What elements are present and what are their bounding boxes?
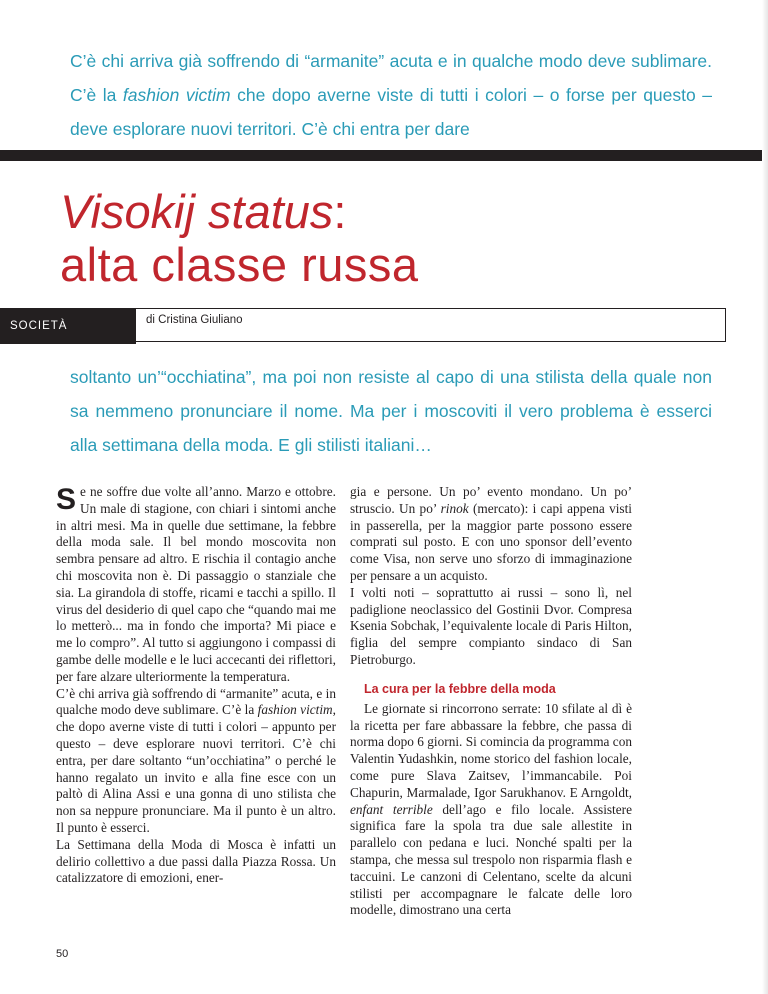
paragraph-text: e ne soffre due volte all’anno. Marzo e ottobre. Un male di stagione, con chiari i sintomi anche in altri mesi. Ma in quelle due settimane, la febbre della moda sale. Il bel mondo moscovita non sembra pensare ad altro. E rischia il contagio anche chi moscovita non è. Di passaggio o stanziale che sia. La girandola di stoffe, ricami e tacchi a spillo. Il virus del desiderio di quel capo che “quando mai me lo metterò... ma in fondo che importa? Mi piace e me lo compro”. Al tutto si aggiungono i compassi di gambe delle modelle e le luci accecanti dei riflettori, per fare alzare ulteriormente la temperatura.: [56, 484, 336, 684]
paragraph: [56, 686, 336, 837]
title-colon: :: [333, 185, 347, 238]
paragraph: I volti noti – soprattutto ai russi – sono lì, nel padiglione neoclassico del Gostinii Dvor. Compresa Ksenia Sobchak, l’equivalente locale di Paris Hilton, figlia del sempre compianto sindaco di San Pietroburgo.: [350, 584, 632, 667]
paragraph-text: C’è chi arriva già soffrendo di “armanite” acuta, e in qualche modo deve sublimare. C’è la: [56, 685, 336, 718]
header-rule: [0, 150, 768, 161]
paragraph-text: Le giornate si rincorrono serrate: 10 sfilate al dì è la ricetta per fare abbassare la febbre, che passa di norma dopo 6 giorni. Si comincia da programma con Valentin Yudashkin, nome storico del fashion locale, come pure Slava Zaitsev, l’immancabile. Poi Chapurin, Marmalade, Igor Sarukhanov. E Arngoldt,: [350, 700, 632, 800]
body-column-1: [56, 484, 336, 887]
section-label: SOCIETÀ: [0, 308, 136, 344]
italic-term: rinok: [440, 500, 469, 516]
subheading: La cura per la febbre della moda: [364, 681, 556, 696]
paragraph-text: dell’ago e filo locale. Assistere significa fare la spola tra due sale allestite in parallelo con pedana e luci. Nonché spalti per la stampa, che messa sul trespolo non risparmia flash e taccuini. Le canzoni di Celentano, scelte da alcuni stilisti per accompagnare le falcate delle loro modelle, dimostrano una certa: [350, 801, 632, 918]
paragraph-text: (mercato): i capi appena visti in passerella, per la maggior parte possono essere comprati sul posto. E con uno sponsor dell’evento come Visa, non serve uno sforzo di immaginazione per pensare a un acquisto.: [350, 500, 632, 583]
pullquote-bottom-text: soltanto un’“occhiatina”, ma poi non resiste al capo di una stilista della quale non sa nemmeno pronunciare il nome. Ma per i moscoviti il vero problema è esserci alla settimana della moda. E gli stilisti italiani…: [70, 367, 712, 455]
title-line1: Visokij status: [60, 185, 334, 238]
body-column-2: [350, 484, 632, 919]
paragraph: La Settimana della Moda di Mosca è infatti un delirio collettivo a due passi dalla Piazza Rossa. Un catalizzatore di emozioni, ener-: [56, 836, 336, 886]
paragraph: [350, 701, 632, 919]
page-number: 50: [56, 948, 69, 960]
italic-term: fashion victim: [257, 702, 333, 718]
paragraph: [350, 484, 632, 585]
title-line2: alta classe russa: [60, 238, 419, 291]
paragraph-text: , che dopo averne viste di tutti i colori – appunto per questo – deve esplorare nuovi territori. C’è chi entra, per dare soltanto “un’occhiatina” o perché le hanno regalato un invito e alla fine esce con un paltò di Alina Assi e una gonna di uno stilista che non sa neppure pronunciare. Ma il punto è un altro. Il punto è esserci.: [56, 702, 336, 835]
page-edge-shadow: [762, 0, 768, 994]
paragraph: [56, 484, 336, 686]
pullquote-top: [70, 44, 712, 146]
pullquote-bottom: [70, 360, 712, 462]
article-title: [60, 186, 720, 292]
pullquote-top-italic: fashion victim: [122, 85, 231, 105]
pullquote-top-text-end: che dopo averne viste di tutti i colori – o forse per questo – deve esplorare nuovi territori. C’è chi entra per dare: [70, 85, 712, 139]
byline: di Cristina Giuliano: [136, 308, 726, 342]
paragraph-text: gia e persone. Un po’ evento mondano. Un po’ struscio. Un po’: [350, 484, 632, 516]
pullquote-top-text: C’è chi arriva già soffrendo di “armanite” acuta e in qualche modo deve sublimare. C’è la: [70, 51, 712, 105]
italic-term: enfant terrible: [350, 801, 433, 817]
drop-cap: S: [56, 483, 77, 516]
